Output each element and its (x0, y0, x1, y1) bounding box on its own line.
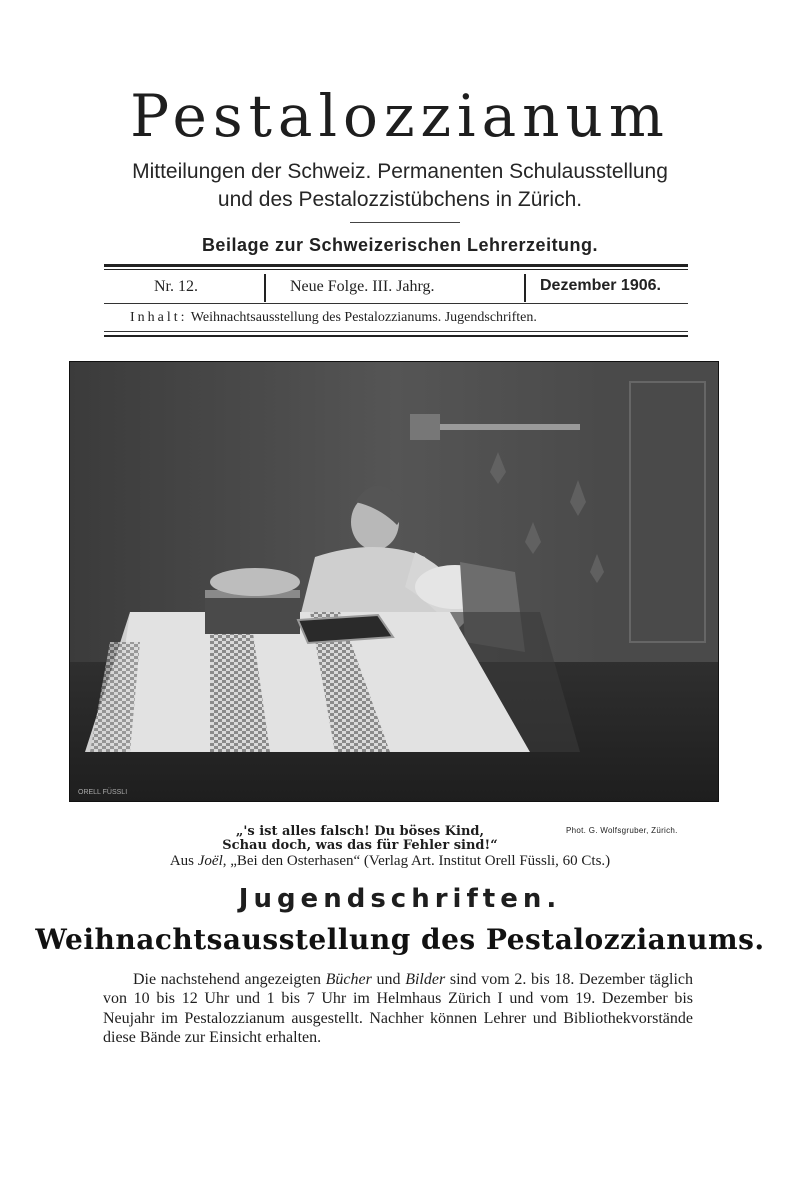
caption-line-1: „'s ist alles falsch! Du böses Kind, (235, 824, 485, 839)
issue-info-row (104, 272, 688, 303)
issue-rule (104, 303, 688, 304)
article-paragraph (103, 970, 693, 1047)
supplement-line: Beilage zur Schweizerischen Lehrerzeitung. (201, 235, 599, 255)
contents-label: Inhalt: (130, 310, 188, 325)
contents-rule-thick (104, 335, 688, 337)
paragraph-text-a: Die nachstehend angezeigten (133, 971, 326, 988)
issue-number: Nr. 12. (154, 278, 198, 295)
contents-rule-thin (104, 331, 688, 332)
wall-picture (410, 414, 440, 440)
caption-line-2: Schau doch, was das für Fehler sind!“ (222, 838, 498, 853)
photo-watermark: ORELL FÜSSLI (78, 789, 128, 796)
short-divider (350, 222, 460, 223)
masthead-subtitle-2: und des Pestalozzistübchens in Zürich. (217, 188, 583, 211)
caption-source (0, 853, 790, 870)
paragraph-emphasis-buecher: Bücher (325, 971, 372, 988)
masthead-title: Pestalozzianum (130, 82, 670, 150)
masthead-subtitle-1: Mitteilungen der Schweiz. Permanenten Schulausstellung (132, 160, 668, 183)
column-separator (264, 274, 266, 302)
paragraph-text-e: sind vom 2. bis 18. Dezember täglich von 10 bis 12 Uhr und 1 bis 7 Uhr im Helmhaus Zürich I und vom 19. Dezember bis Neujahr im Pestalozzianum ausgestellt. Nachher können Lehrer und Bibliothekvorstände diese Bände zur Einsicht erhalten. (103, 971, 694, 1046)
illustration-photo (69, 361, 719, 802)
book (205, 594, 300, 634)
photo-credit: Phot. G. Wolfsgruber, Zürich. (566, 826, 678, 835)
paragraph-emphasis-bilder: Bilder (405, 971, 446, 988)
wall-shelf (440, 424, 580, 430)
header-rule-thin (104, 269, 688, 270)
column-separator (524, 274, 526, 302)
section-heading: Jugendschriften. (238, 884, 562, 914)
writing-slate (298, 615, 393, 643)
contents-items: Weihnachtsausstellung des Pestalozzianums. Jugendschriften. (190, 310, 537, 325)
photo-drawing (70, 362, 719, 802)
source-details: , „Bei den Osterhasen“ (Verlag Art. Institut Orell Füssli, 60 Cts.) (222, 853, 611, 869)
source-prefix: Aus (169, 853, 198, 869)
cushion (210, 568, 300, 596)
section-subheading: Weihnachtsausstellung des Pestalozzianums. (35, 923, 765, 956)
issue-date: Dezember 1906. (540, 277, 661, 294)
paragraph-text-c: und (371, 971, 406, 988)
table-of-contents (130, 310, 537, 326)
header-rule-thick (104, 264, 688, 267)
source-author: Joël (197, 853, 223, 869)
issue-series: Neue Folge. III. Jahrg. (290, 278, 435, 295)
